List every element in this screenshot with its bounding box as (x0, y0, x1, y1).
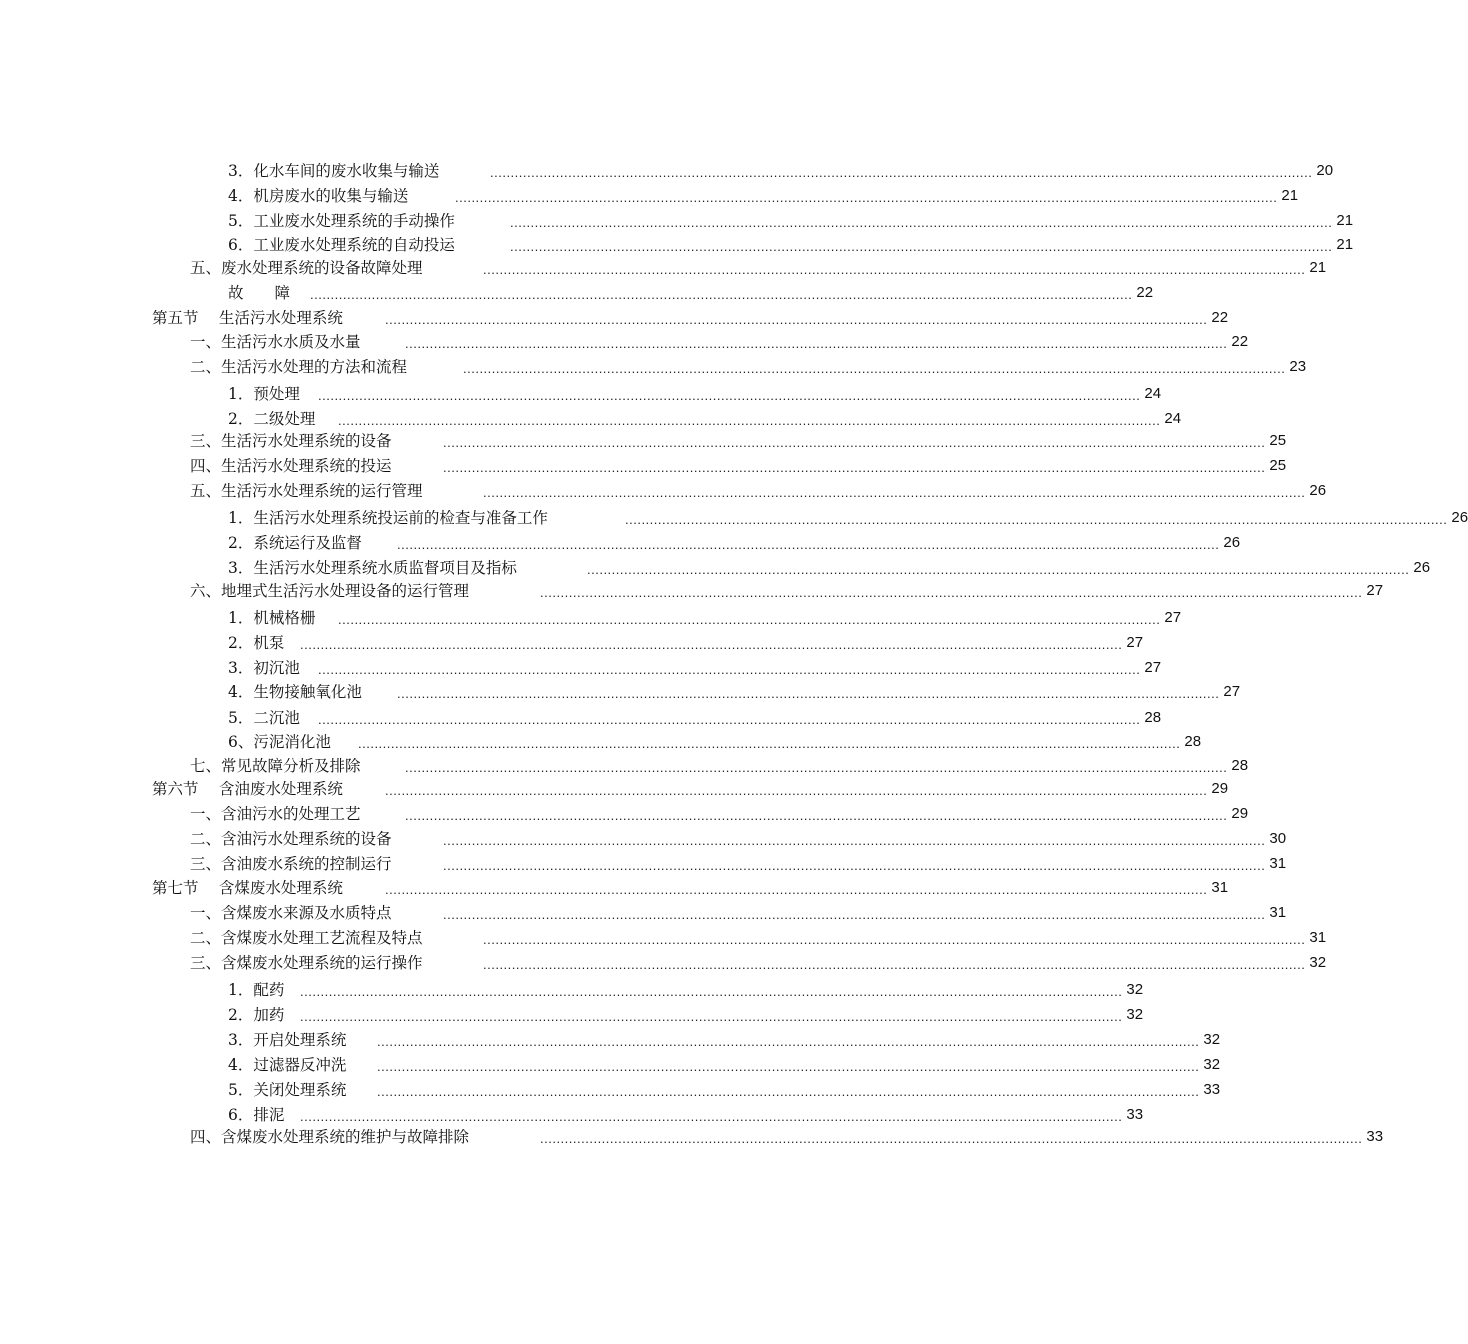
toc-page-number: 26 (1309, 482, 1327, 499)
toc-page-number: 22 (1231, 333, 1249, 350)
toc-entry[interactable] (228, 632, 1144, 654)
toc-leader-dots: ........................................................................................................................................................................................................ (483, 957, 1306, 972)
toc-entry[interactable] (190, 853, 1287, 875)
toc-page-number: 22 (1211, 309, 1229, 326)
toc-entry[interactable] (190, 331, 1249, 353)
toc-leader-dots: ........................................................................................................................................................................................................ (377, 1034, 1200, 1049)
toc-entry-title: 一、含油污水的处理工艺 (190, 805, 361, 823)
toc-page-number: 32 (1126, 981, 1144, 998)
toc-page-number: 24 (1164, 410, 1182, 427)
toc-leader-dots: ........................................................................................................................................................................................................ (587, 562, 1410, 577)
toc-entry[interactable] (228, 408, 1182, 430)
toc-entry[interactable] (228, 731, 1202, 753)
toc-page-number: 32 (1126, 1006, 1144, 1023)
toc-entry[interactable] (228, 507, 1468, 529)
toc-leader-dots: ........................................................................................................................................................................................................ (483, 932, 1306, 947)
toc-leader-dots: ........................................................................................................................................................................................................ (483, 262, 1306, 277)
toc-page-number: 27 (1164, 609, 1182, 626)
toc-leader-dots: ........................................................................................................................................................................................................ (318, 388, 1141, 403)
toc-leader-dots: ........................................................................................................................................................................................................ (300, 1109, 1123, 1124)
toc-page-number: 29 (1231, 805, 1249, 822)
toc-leader-dots: ........................................................................................................................................................................................................ (377, 1084, 1200, 1099)
toc-entry[interactable] (228, 557, 1431, 579)
toc-entry-title: 5．二沉池 (228, 709, 300, 727)
toc-leader-dots: ........................................................................................................................................................................................................ (463, 361, 1286, 376)
toc-entry[interactable] (228, 657, 1162, 679)
toc-entry-title: 6、污泥消化池 (228, 733, 331, 751)
toc-entry[interactable] (190, 356, 1307, 378)
toc-entry[interactable] (190, 828, 1287, 850)
toc-page-number: 31 (1309, 929, 1327, 946)
toc-entry-title: 4．机房废水的收集与输送 (228, 187, 409, 205)
toc-page-number: 32 (1309, 954, 1327, 971)
toc-entry-title: 4．生物接触氧化池 (228, 683, 362, 701)
toc-page-number: 28 (1144, 709, 1162, 726)
toc-leader-dots: ........................................................................................................................................................................................................ (397, 537, 1220, 552)
toc-page-number: 32 (1203, 1031, 1221, 1048)
toc-entry-title: 4．过滤器反冲洗 (228, 1056, 347, 1074)
toc-entry-title: 二、含油污水处理系统的设备 (190, 830, 392, 848)
toc-leader-dots: ........................................................................................................................................................................................................ (540, 585, 1363, 600)
toc-page-number: 32 (1203, 1056, 1221, 1073)
toc-entry[interactable] (152, 877, 1229, 899)
toc-leader-dots: ........................................................................................................................................................................................................ (385, 783, 1208, 798)
toc-entry[interactable] (152, 778, 1229, 800)
toc-entry-title: 二、生活污水处理的方法和流程 (190, 358, 408, 376)
toc-page-number: 33 (1366, 1128, 1384, 1145)
toc-entry-title: 三、含煤废水处理系统的运行操作 (190, 954, 423, 972)
toc-entry[interactable] (228, 1079, 1221, 1101)
toc-entry-title: 六、地埋式生活污水处理设备的运行管理 (190, 582, 470, 600)
toc-entry[interactable] (228, 234, 1354, 256)
toc-leader-dots: ........................................................................................................................................................................................................ (490, 165, 1313, 180)
toc-leader-dots: ........................................................................................................................................................................................................ (300, 637, 1123, 652)
toc-leader-dots: ........................................................................................................................................................................................................ (385, 312, 1208, 327)
toc-entry[interactable] (228, 707, 1162, 729)
toc-leader-dots: ........................................................................................................................................................................................................ (405, 808, 1228, 823)
toc-page-number: 30 (1269, 830, 1287, 847)
toc-entry-title: 故 障 (228, 284, 291, 302)
toc-page-number: 33 (1203, 1081, 1221, 1098)
toc-entry-title: 三、生活污水处理系统的设备 (190, 432, 392, 450)
toc-page-number: 27 (1144, 659, 1162, 676)
toc-entry[interactable] (190, 952, 1327, 974)
toc-entry[interactable] (228, 282, 1154, 304)
toc-entry-title: 一、生活污水水质及水量 (190, 333, 361, 351)
toc-leader-dots: ........................................................................................................................................................................................................ (318, 662, 1141, 677)
toc-entry-title: 第六节 含油废水处理系统 (152, 780, 343, 798)
toc-entry-title: 四、含煤废水处理系统的维护与故障排除 (190, 1128, 470, 1146)
toc-page-number: 21 (1309, 259, 1327, 276)
toc-leader-dots: ........................................................................................................................................................................................................ (338, 612, 1161, 627)
toc-page-number: 25 (1269, 457, 1287, 474)
toc-entry-title: 2．系统运行及监督 (228, 534, 362, 552)
toc-entry[interactable] (190, 1126, 1384, 1148)
toc-leader-dots: ........................................................................................................................................................................................................ (385, 882, 1208, 897)
toc-page-number: 27 (1366, 582, 1384, 599)
toc-leader-dots: ........................................................................................................................................................................................................ (443, 460, 1266, 475)
toc-leader-dots: ........................................................................................................................................................................................................ (300, 984, 1123, 999)
toc-page-number: 31 (1211, 879, 1229, 896)
toc-page-number: 22 (1136, 284, 1154, 301)
toc-leader-dots: ........................................................................................................................................................................................................ (443, 833, 1266, 848)
toc-entry[interactable] (190, 257, 1327, 279)
toc-entry[interactable] (228, 1054, 1221, 1076)
toc-leader-dots: ........................................................................................................................................................................................................ (405, 336, 1228, 351)
toc-page-number: 31 (1269, 904, 1287, 921)
toc-entry-title: 1．配药 (228, 981, 285, 999)
toc-leader-dots: ........................................................................................................................................................................................................ (443, 435, 1266, 450)
toc-entry[interactable] (190, 455, 1287, 477)
toc-page-number: 23 (1289, 358, 1307, 375)
toc-page-number: 25 (1269, 432, 1287, 449)
toc-entry[interactable] (228, 607, 1182, 629)
toc-page-number: 27 (1223, 683, 1241, 700)
toc-entry-title: 四、生活污水处理系统的投运 (190, 457, 392, 475)
toc-page-number: 28 (1231, 757, 1249, 774)
toc-leader-dots: ........................................................................................................................................................................................................ (318, 712, 1141, 727)
toc-leader-dots: ........................................................................................................................................................................................................ (405, 760, 1228, 775)
toc-page-number: 26 (1413, 559, 1431, 576)
toc-leader-dots: ........................................................................................................................................................................................................ (397, 686, 1220, 701)
toc-entry[interactable] (190, 902, 1287, 924)
toc-leader-dots: ........................................................................................................................................................................................................ (300, 1009, 1123, 1024)
toc-entry-title: 3．化水车间的废水收集与输送 (228, 162, 440, 180)
toc-entry-title: 第七节 含煤废水处理系统 (152, 879, 343, 897)
toc-entry[interactable] (228, 1104, 1144, 1126)
toc-leader-dots: ........................................................................................................................................................................................................ (625, 512, 1448, 527)
toc-entry-title: 3．开启处理系统 (228, 1031, 347, 1049)
toc-leader-dots: ........................................................................................................................................................................................................ (310, 287, 1133, 302)
toc-entry[interactable] (228, 979, 1144, 1001)
toc-entry[interactable] (190, 580, 1384, 602)
toc-entry[interactable] (228, 185, 1299, 207)
toc-entry[interactable] (152, 307, 1229, 329)
toc-page-number: 21 (1336, 212, 1354, 229)
toc-leader-dots: ........................................................................................................................................................................................................ (338, 413, 1161, 428)
toc-entry-title: 6．排泥 (228, 1106, 285, 1124)
toc-leader-dots: ........................................................................................................................................................................................................ (443, 858, 1266, 873)
toc-entry[interactable] (228, 532, 1241, 554)
toc-entry-title: 3．生活污水处理系统水质监督项目及指标 (228, 559, 517, 577)
toc-entry-title: 1．生活污水处理系统投运前的检查与准备工作 (228, 509, 548, 527)
toc-entry-title: 1．预处理 (228, 385, 300, 403)
toc-entry-title: 七、常见故障分析及排除 (190, 757, 361, 775)
toc-page-number: 29 (1211, 780, 1229, 797)
toc-page-number: 20 (1316, 162, 1334, 179)
toc-leader-dots: ........................................................................................................................................................................................................ (377, 1059, 1200, 1074)
toc-entry-title: 3．初沉池 (228, 659, 300, 677)
toc-leader-dots: ........................................................................................................................................................................................................ (358, 736, 1181, 751)
toc-page-number: 26 (1451, 509, 1468, 526)
toc-leader-dots: ........................................................................................................................................................................................................ (540, 1131, 1363, 1146)
toc-leader-dots: ........................................................................................................................................................................................................ (443, 907, 1266, 922)
toc-entry-title: 第五节 生活污水处理系统 (152, 309, 343, 327)
toc-entry-title: 一、含煤废水来源及水质特点 (190, 904, 392, 922)
toc-entry[interactable] (228, 210, 1354, 232)
toc-entry-title: 五、废水处理系统的设备故障处理 (190, 259, 423, 277)
toc-entry[interactable] (228, 160, 1334, 182)
toc-page-number: 26 (1223, 534, 1241, 551)
toc-entry-title: 5．工业废水处理系统的手动操作 (228, 212, 455, 230)
toc-entry-title: 1．机械格栅 (228, 609, 316, 627)
toc-page-number: 24 (1144, 385, 1162, 402)
toc-entry[interactable] (190, 755, 1249, 777)
toc-entry-title: 二、含煤废水处理工艺流程及特点 (190, 929, 423, 947)
toc-entry[interactable] (190, 927, 1327, 949)
toc-entry-title: 2．二级处理 (228, 410, 316, 428)
toc-page-number: 28 (1184, 733, 1202, 750)
toc-entry-title: 三、含油废水系统的控制运行 (190, 855, 392, 873)
toc-entry[interactable] (228, 1029, 1221, 1051)
toc-leader-dots: ........................................................................................................................................................................................................ (510, 215, 1333, 230)
toc-page-number: 31 (1269, 855, 1287, 872)
toc-page-number: 21 (1336, 236, 1354, 253)
toc-entry[interactable] (228, 681, 1241, 703)
toc-page-number: 21 (1281, 187, 1299, 204)
toc-page-number: 27 (1126, 634, 1144, 651)
toc-entry[interactable] (228, 1004, 1144, 1026)
toc-leader-dots: ........................................................................................................................................................................................................ (483, 485, 1306, 500)
toc-entry[interactable] (190, 803, 1249, 825)
toc-entry[interactable] (190, 430, 1287, 452)
toc-page-number: 33 (1126, 1106, 1144, 1123)
toc-entry-title: 6．工业废水处理系统的自动投运 (228, 236, 455, 254)
toc-entry-title: 5．关闭处理系统 (228, 1081, 347, 1099)
toc-entry-title: 2．加药 (228, 1006, 285, 1024)
toc-entry[interactable] (190, 480, 1327, 502)
toc-leader-dots: ........................................................................................................................................................................................................ (455, 190, 1278, 205)
toc-entry-title: 五、生活污水处理系统的运行管理 (190, 482, 423, 500)
toc-entry[interactable] (228, 383, 1162, 405)
toc-entry-title: 2．机泵 (228, 634, 285, 652)
toc-leader-dots: ........................................................................................................................................................................................................ (510, 239, 1333, 254)
